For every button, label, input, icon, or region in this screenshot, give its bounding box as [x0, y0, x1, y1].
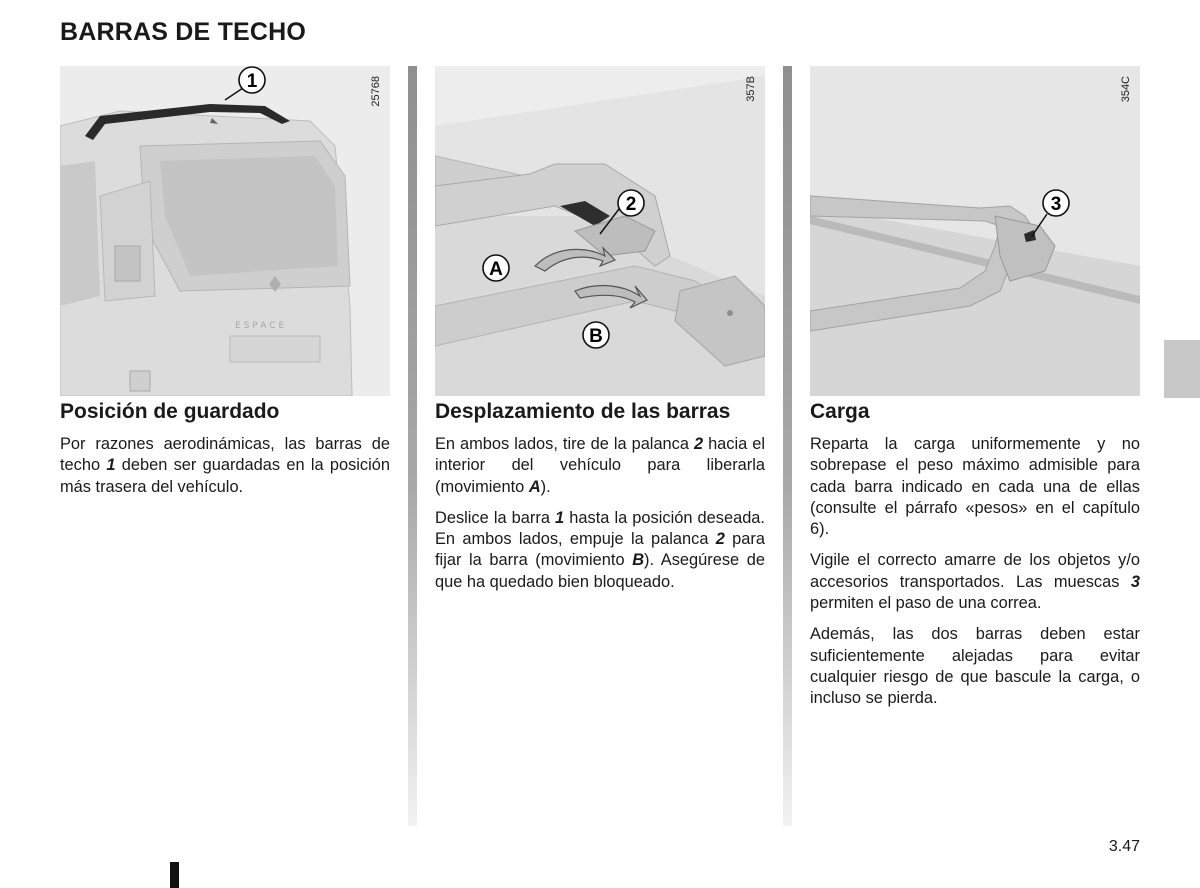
page-title: BARRAS DE TECHO	[60, 18, 307, 46]
body-paragraph: Por razones aerodinámicas, las barras de techo 1 deben ser guardadas en la posición más trasera del vehículo.	[60, 435, 390, 496]
body-paragraph: En ambos lados, tire de la palanca 2 hacia el interior del vehículo para liberarla (movimiento A).	[435, 435, 765, 496]
reference-label: B	[632, 551, 645, 570]
reference-label: 2	[693, 435, 704, 453]
section-load	[810, 66, 1140, 710]
callout-1-marker	[60, 66, 390, 396]
body-paragraph: Vigile el correcto amarre de los objetos y/o accesorios transportados. Las muescas 3 permiten el paso de una correa.	[810, 551, 1140, 613]
figure-code: 25768	[370, 76, 382, 107]
body-paragraph: Reparta la carga uniformemente y no sobrepase el peso máximo admisible para cada barra indicado en cada una de ellas (consulte el párrafo «pesos» en el capítulo 6).	[810, 435, 1140, 539]
callouts-layer	[435, 66, 765, 396]
section-heading: Posición de guardado	[60, 400, 280, 423]
figure-code: 354C	[1120, 76, 1132, 103]
column-divider	[783, 66, 792, 826]
section-body	[60, 434, 390, 498]
page-number: 3.47	[1108, 838, 1140, 855]
section-body	[810, 434, 1140, 710]
reference-label: 2	[715, 530, 725, 549]
column-divider	[408, 66, 417, 826]
crop-mark	[170, 862, 179, 888]
callout-2-label: 2	[625, 194, 637, 215]
svg-text:ESPACE: ESPACE	[235, 321, 288, 331]
callout-b-label: B	[589, 326, 603, 347]
callout-a-label: A	[489, 259, 503, 280]
reference-label: 3	[1130, 572, 1140, 591]
reference-label: 1	[106, 456, 116, 475]
figure-car-rear-roof-bars	[60, 66, 390, 396]
section-body	[435, 434, 765, 593]
body-paragraph: Además, las dos barras deben estar suficientemente alejadas para evitar cualquier riesgo de que bascule la carga, o incluso se pierda.	[810, 625, 1140, 708]
section-bar-movement	[435, 66, 765, 593]
section-heading: Desplazamiento de las barras	[435, 400, 731, 423]
callout-2-marker	[618, 190, 644, 216]
figure-bar-lever	[435, 66, 765, 396]
section-storage-position	[60, 66, 390, 498]
callout-3-label: 3	[1050, 194, 1062, 215]
callout-b-marker	[583, 322, 609, 348]
callout-3-marker	[810, 66, 1140, 396]
chapter-thumb-tab	[1164, 340, 1200, 398]
figure-code: 357B	[745, 76, 757, 102]
figure-bar-notch	[810, 66, 1140, 396]
reference-label: 1	[555, 508, 565, 527]
body-paragraph: Deslice la barra 1 hasta la posición deseada. En ambos lados, empuje la palanca 2 para fijar la barra (movimiento B). Asegúrese de que ha quedado bien bloqueado.	[435, 508, 765, 591]
callout-1-label: 1	[246, 71, 258, 92]
callout-a-marker	[483, 255, 509, 281]
reference-label: A	[528, 477, 541, 496]
section-heading: Carga	[810, 400, 870, 423]
